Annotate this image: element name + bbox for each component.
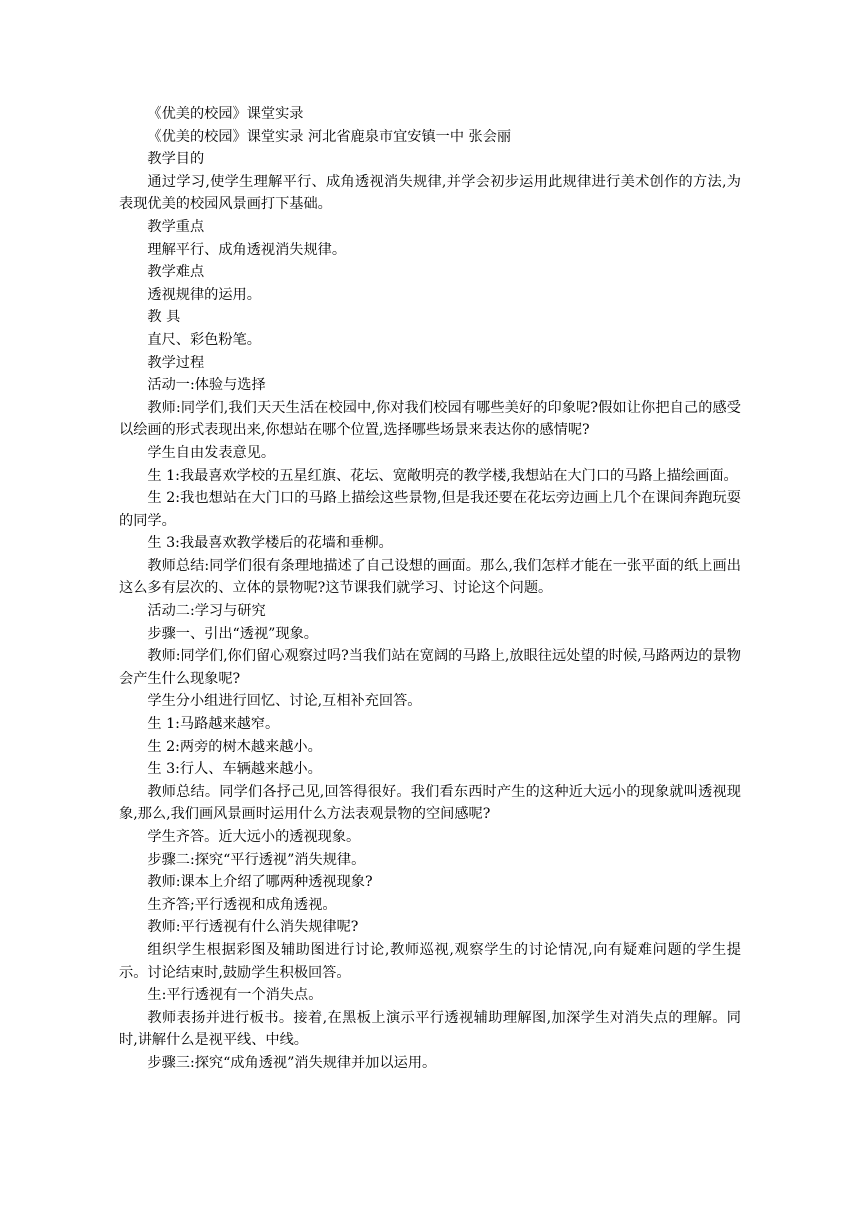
activity-heading-2: 活动二:学习与研究 <box>147 603 266 620</box>
paragraph: 教师:同学们,你们留心观察过吗?当我们站在宽阔的马路上,放眼往远处望的时候,马路两边的景物会产生什么现象呢? <box>119 648 741 687</box>
paragraph: 生 1:马路越来越窄。 <box>147 716 280 733</box>
doc-subtitle-author: 《优美的校园》课堂实录 河北省鹿泉市宜安镇一中 张会丽 <box>147 128 512 145</box>
paragraph: 生 2:我也想站在大门口的马路上描绘这些景物,但是我还要在花坛旁边画上几个在课间奔跑玩耍的同学。 <box>119 490 741 529</box>
paragraph: 教师总结:同学们很有条理地描述了自己设想的画面。那么,我们怎样才能在一张平面的纸上画出这么多有层次的、立体的景物呢?这节课我们就学习、讨论这个问题。 <box>119 557 741 597</box>
section-heading-objective: 教学目的 <box>147 151 205 168</box>
paragraph: 生:平行透视有一个消失点。 <box>147 987 323 1004</box>
step-heading-1: 步骤一、引出“透视”现象。 <box>147 625 318 642</box>
section-heading-difficulty: 教学难点 <box>147 264 205 281</box>
paragraph: 生齐答;平行透视和成角透视。 <box>147 896 337 913</box>
paragraph: 组织学生根据彩图及辅助图进行讨论,教师巡视,观察学生的讨论情况,向有疑难问题的学生提示。讨论结束时,鼓励学生积极回答。 <box>119 941 741 981</box>
paragraph: 生 3:我最喜欢教学楼后的花墙和垂柳。 <box>147 535 393 552</box>
paragraph: 教师:课本上介绍了哪两种透视现象? <box>147 874 373 891</box>
document-page <box>119 103 741 1075</box>
step-heading-3: 步骤三:探究“成角透视”消失规律并加以运用。 <box>147 1054 437 1071</box>
paragraph: 学生自由发表意见。 <box>147 444 276 461</box>
paragraph: 生 2:两旁的树木越来越小。 <box>147 738 322 755</box>
paragraph: 直尺、彩色粉笔。 <box>147 331 261 348</box>
step-heading-2: 步骤二:探究“平行透视”消失规律。 <box>147 851 366 868</box>
paragraph: 教师总结。同学们各抒己见,回答得很好。我们看东西时产生的这种近大远小的现象就叫透视现象,那么,我们画风景画时运用什么方法表观景物的空间感呢? <box>119 783 741 823</box>
paragraph: 生 3:行人、车辆越来越小。 <box>147 761 322 778</box>
section-heading-key-point: 教学重点 <box>147 218 205 235</box>
paragraph: 透视规律的运用。 <box>147 286 261 303</box>
paragraph: 教师:平行透视有什么消失规律呢? <box>147 919 359 936</box>
paragraph: 通过学习,使学生理解平行、成角透视消失规律,并学会初步运用此规律进行美术创作的方法,为表现优美的校园风景画打下基础。 <box>119 173 741 213</box>
paragraph: 学生齐答。近大远小的透视现象。 <box>147 829 361 845</box>
paragraph: 生 1:我最喜欢学校的五星红旗、花坛、宽敞明亮的教学楼,我想站在大门口的马路上描绘画面。 <box>147 467 738 484</box>
paragraph: 教师:同学们,我们天天生活在校园中,你对我们校园有哪些美好的印象呢?假如让你把自己的感受以绘画的形式表现出来,你想站在哪个位置,选择哪些场景来表达你的感情呢? <box>119 399 741 439</box>
section-heading-tools: 教 具 <box>147 309 181 326</box>
section-heading-process: 教学过程 <box>147 354 205 371</box>
paragraph: 教师表扬并进行板书。接着,在黑板上演示平行透视辅助理解图,加深学生对消失点的理解。同时,讲解什么是视平线、中线。 <box>119 1009 741 1049</box>
paragraph: 学生分小组进行回忆、讨论,互相补充回答。 <box>147 693 422 710</box>
paragraph: 理解平行、成角透视消失规律。 <box>147 241 347 258</box>
activity-heading-1: 活动一:体验与选择 <box>147 377 266 394</box>
doc-title: 《优美的校园》课堂实录 <box>147 106 304 122</box>
